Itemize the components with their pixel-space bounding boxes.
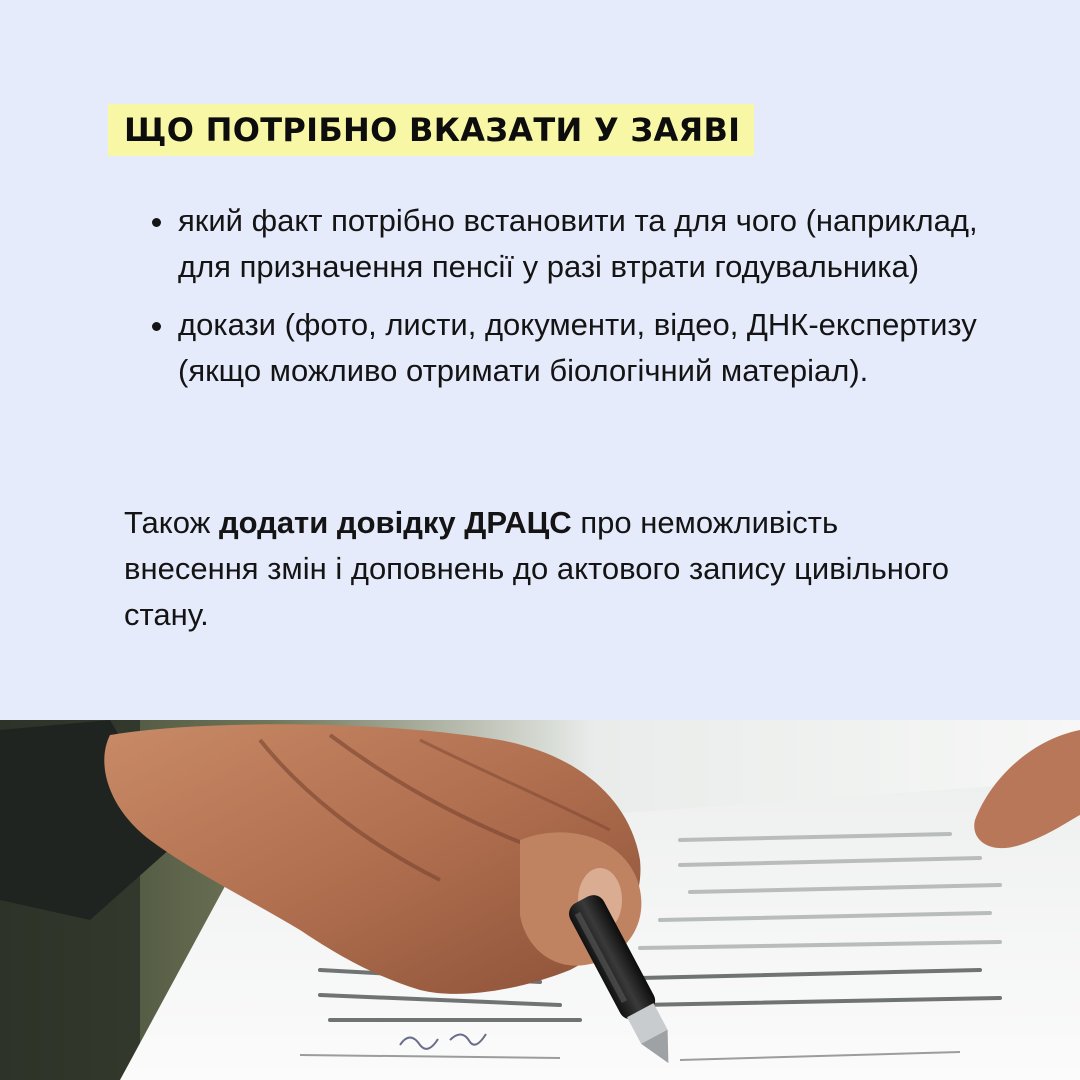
hand-signing-document-photo: [0, 720, 1080, 1080]
bullet-text: який факт потрібно встановити та для чого (наприклад, для призначення пенсії у разі втрати годувальника): [178, 203, 978, 284]
note-paragraph: [124, 500, 954, 638]
bullet-dot-icon: [152, 322, 161, 331]
bullet-text: докази (фото, листи, документи, відео, ДНК-експертизу (якщо можливо отримати біологічний матеріал).: [178, 307, 977, 388]
note-suffix: про неможливість внесення змін і доповнень до актового запису цивільного стану.: [124, 505, 950, 632]
bullet-item: [152, 198, 1012, 290]
note-bold: додати довідку ДРАЦС: [218, 505, 572, 540]
heading-title: ЩО ПОТРІБНО ВКАЗАТИ У ЗАЯВІ: [124, 111, 741, 149]
bullet-list: [152, 198, 1012, 406]
bullet-item: [152, 302, 1012, 394]
heading-highlight: [108, 104, 754, 156]
bullet-dot-icon: [152, 218, 161, 227]
note-prefix: Також: [124, 505, 219, 540]
